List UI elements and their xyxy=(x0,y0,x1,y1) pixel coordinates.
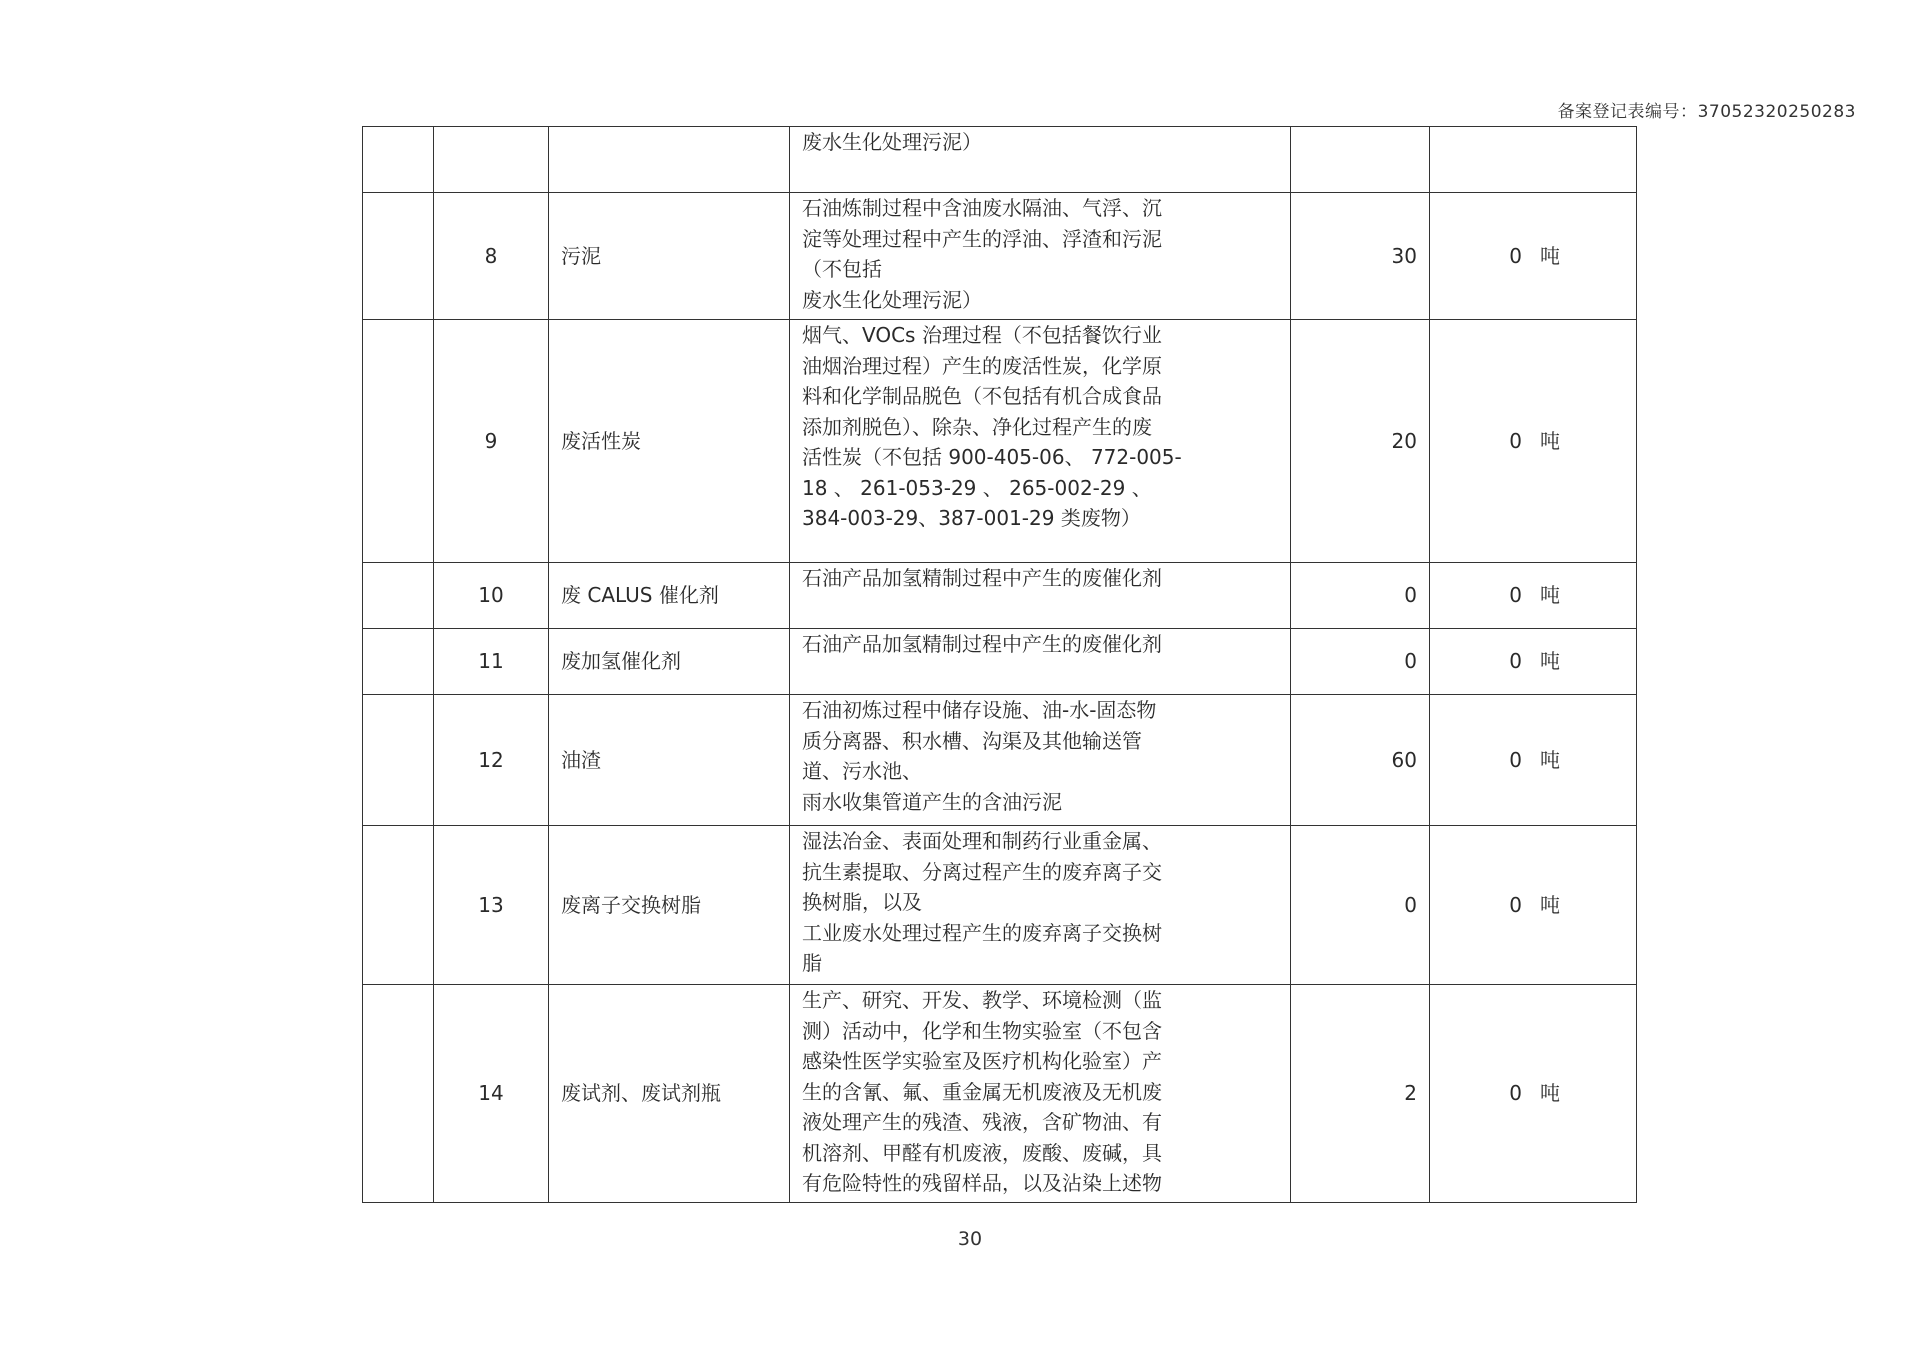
registration-number: 37052320250283 xyxy=(1697,102,1856,122)
description-line: 石油初炼过程中储存设施、油-水-固态物 xyxy=(802,698,1157,722)
description-line: 生的含氰、氟、重金属无机废液及无机废 xyxy=(802,1079,1162,1104)
storage-amount-cell xyxy=(1430,193,1637,320)
description-line: 石油产品加氢精制过程中产生的废催化剂 xyxy=(802,566,1162,590)
waste-name: 废 CALUS 催化剂 xyxy=(549,563,790,629)
unit-label: 吨 xyxy=(1540,892,1560,917)
waste-description xyxy=(790,563,1291,629)
description-line: 石油炼制过程中含油废水隔油、气浮、沉 xyxy=(802,196,1162,220)
description-line: 雨水收集管道产生的含油污泥 xyxy=(802,789,1062,814)
storage-amount: 0 xyxy=(1509,428,1522,453)
storage-amount-cell xyxy=(1430,629,1637,695)
waste-description xyxy=(790,127,1291,193)
category-cell xyxy=(363,629,434,695)
description-line: 道、污水池、 xyxy=(802,759,922,783)
category-cell xyxy=(363,826,434,985)
description-line: 有危险特性的残留样品，以及沾染上述物 xyxy=(802,1171,1162,1195)
waste-description xyxy=(790,695,1291,826)
annual-amount: 0 xyxy=(1291,629,1430,695)
waste-name: 油渣 xyxy=(549,695,790,826)
description-line: 质分离器、积水槽、沟渠及其他输送管 xyxy=(802,728,1142,753)
table-row xyxy=(363,193,1637,320)
annual-amount: 30 xyxy=(1291,193,1430,320)
annual-amount: 0 xyxy=(1291,563,1430,629)
storage-amount-cell xyxy=(1430,320,1637,563)
category-cell xyxy=(363,320,434,563)
unit-label: 吨 xyxy=(1540,243,1560,268)
waste-description xyxy=(790,193,1291,320)
category-cell xyxy=(363,193,434,320)
description-line: 废水生化处理污泥） xyxy=(802,287,982,312)
table-row xyxy=(363,695,1637,826)
storage-amount-cell xyxy=(1430,695,1637,826)
waste-name: 污泥 xyxy=(549,193,790,320)
registration-number-header xyxy=(1558,97,1856,122)
registration-label: 备案登记表编号： xyxy=(1557,102,1698,122)
waste-description xyxy=(790,985,1291,1203)
table-row xyxy=(363,320,1637,563)
table-row xyxy=(363,985,1637,1203)
unit-label: 吨 xyxy=(1540,649,1560,674)
description-line: 感染性医学实验室及医疗机构化验室）产 xyxy=(802,1049,1162,1073)
annual-amount: 20 xyxy=(1291,320,1430,563)
description-line: 测）活动中，化学和生物实验室（不包含 xyxy=(802,1018,1162,1043)
description-line: 烟气、VOCs 治理过程（不包括餐饮行业 xyxy=(802,323,1162,347)
description-line: 添加剂脱色）、除杂、净化过程产生的废 xyxy=(802,414,1152,439)
description-line: （不包括 xyxy=(802,257,882,281)
storage-amount: 0 xyxy=(1509,1081,1522,1106)
category-cell xyxy=(363,563,434,629)
row-index: 12 xyxy=(434,695,549,826)
waste-name: 废加氢催化剂 xyxy=(549,629,790,695)
description-line: 活性炭（不包括 900-405-06、 772-005- xyxy=(802,445,1182,469)
table-body xyxy=(363,127,1637,1203)
row-index: 10 xyxy=(434,563,549,629)
row-index: 13 xyxy=(434,826,549,985)
storage-amount: 0 xyxy=(1509,649,1522,674)
description-line: 抗生素提取、分离过程产生的废弃离子交 xyxy=(802,859,1162,884)
annual-amount: 0 xyxy=(1291,826,1430,985)
page-number: 30 xyxy=(957,1228,983,1250)
description-line: 淀等处理过程中产生的浮油、浮渣和污泥 xyxy=(802,226,1162,251)
description-line: 18 、 261-053-29 、 265-002-29 、 xyxy=(802,475,1152,500)
storage-amount-cell xyxy=(1430,563,1637,629)
category-cell xyxy=(363,985,434,1203)
description-line: 废水生化处理污泥） xyxy=(802,130,982,154)
table-row xyxy=(363,629,1637,695)
storage-amount: 0 xyxy=(1509,747,1522,772)
description-line: 脂 xyxy=(802,951,822,975)
annual-amount xyxy=(1291,127,1430,193)
hazardous-waste-table xyxy=(362,126,1637,1203)
category-cell xyxy=(363,127,434,193)
description-line: 384-003-29、387-001-29 类废物） xyxy=(802,506,1141,530)
storage-amount: 0 xyxy=(1509,892,1522,917)
waste-name xyxy=(549,127,790,193)
description-line: 液处理产生的残渣、残液，含矿物油、有 xyxy=(802,1110,1162,1134)
description-line: 机溶剂、甲醛有机废液，废酸、废碱，具 xyxy=(802,1140,1162,1165)
unit-label: 吨 xyxy=(1540,1081,1560,1106)
unit-label: 吨 xyxy=(1540,583,1560,608)
description-line: 湿法冶金、表面处理和制药行业重金属、 xyxy=(802,829,1162,853)
storage-amount: 0 xyxy=(1509,243,1522,268)
row-index: 9 xyxy=(434,320,549,563)
row-index xyxy=(434,127,549,193)
annual-amount: 60 xyxy=(1291,695,1430,826)
waste-description xyxy=(790,826,1291,985)
storage-amount-cell xyxy=(1430,127,1637,193)
annual-amount: 2 xyxy=(1291,985,1430,1203)
description-line: 工业废水处理过程产生的废弃离子交换树 xyxy=(802,920,1162,945)
category-cell xyxy=(363,695,434,826)
row-index: 11 xyxy=(434,629,549,695)
description-line: 换树脂，以及 xyxy=(802,890,922,914)
waste-name: 废试剂、废试剂瓶 xyxy=(549,985,790,1203)
waste-name: 废离子交换树脂 xyxy=(549,826,790,985)
row-index: 8 xyxy=(434,193,549,320)
description-line: 油烟治理过程）产生的废活性炭，化学原 xyxy=(802,353,1162,378)
table-row xyxy=(363,826,1637,985)
waste-description xyxy=(790,320,1291,563)
description-line: 石油产品加氢精制过程中产生的废催化剂 xyxy=(802,632,1162,656)
unit-label: 吨 xyxy=(1540,747,1560,772)
storage-amount: 0 xyxy=(1509,583,1522,608)
description-line: 料和化学制品脱色（不包括有机合成食品 xyxy=(802,384,1162,408)
storage-amount-cell xyxy=(1430,826,1637,985)
waste-description xyxy=(790,629,1291,695)
description-line: 生产、研究、开发、教学、环境检测（监 xyxy=(802,988,1162,1012)
row-index: 14 xyxy=(434,985,549,1203)
table-row xyxy=(363,563,1637,629)
table-row xyxy=(363,127,1637,193)
unit-label: 吨 xyxy=(1540,428,1560,453)
storage-amount-cell xyxy=(1430,985,1637,1203)
waste-name: 废活性炭 xyxy=(549,320,790,563)
